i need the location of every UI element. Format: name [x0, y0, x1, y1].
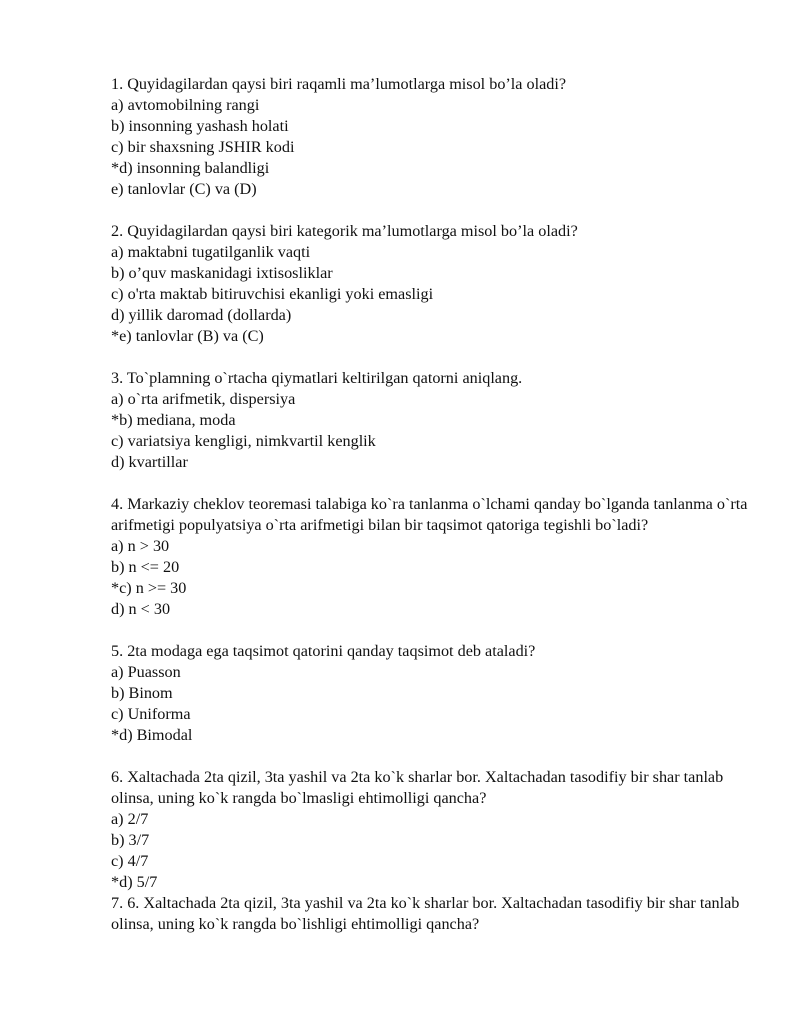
- answer-option-a: a) 2/7: [111, 810, 149, 828]
- answer-option-d: *d) 5/7: [111, 873, 158, 891]
- answer-option-e: e) tanlovlar (C) va (D): [111, 180, 257, 198]
- question-2: [111, 221, 751, 347]
- answer-option-c: c) o'rta maktab bitiruvchisi ekanligi yoki emasligi: [111, 285, 434, 303]
- question-5: [111, 641, 751, 746]
- answer-option-c: c) Uniforma: [111, 705, 191, 723]
- answer-option-b: b) insonning yashash holati: [111, 117, 289, 135]
- answer-option-e: *e) tanlovlar (B) va (C): [111, 327, 264, 345]
- answer-option-d: *d) insonning balandligi: [111, 159, 270, 177]
- question-4: [111, 494, 751, 620]
- question-text: 5. 2ta modaga ega taqsimot qatorini qanday taqsimot deb ataladi?: [111, 642, 536, 660]
- question-7: [111, 893, 751, 935]
- answer-option-c: c) variatsiya kengligi, nimkvartil kenglik: [111, 432, 376, 450]
- answer-option-b: b) Binom: [111, 684, 173, 702]
- answer-option-a: a) maktabni tugatilganlik vaqti: [111, 243, 311, 261]
- answer-option-a: a) o`rta arifmetik, dispersiya: [111, 390, 296, 408]
- question-6: [111, 767, 751, 893]
- question-1: [111, 74, 751, 200]
- answer-option-b: b) o’quv maskanidagi ixtisosliklar: [111, 264, 333, 282]
- answer-option-c: c) 4/7: [111, 852, 149, 870]
- answer-option-d: d) yillik daromad (dollarda): [111, 306, 292, 324]
- question-text: 3. To`plamning o`rtacha qiymatlari keltirilgan qatorni aniqlang.: [111, 369, 523, 387]
- question-list: [111, 74, 751, 935]
- question-text: 7. 6. Xaltachada 2ta qizil, 3ta yashil va 2ta ko`k sharlar bor. Xaltachadan tasodifiy bir shar tanlab olinsa, uning ko`k rangda bo`lishligi ehtimolligi qancha?: [111, 894, 740, 933]
- answer-option-a: a) n > 30: [111, 537, 170, 555]
- question-text: 6. Xaltachada 2ta qizil, 3ta yashil va 2ta ko`k sharlar bor. Xaltachadan tasodifiy bir shar tanlab olinsa, uning ko`k rangda bo`lmasligi ehtimolligi qancha?: [111, 768, 724, 807]
- answer-option-c: c) bir shaxsning JSHIR kodi: [111, 138, 295, 156]
- answer-option-d: d) kvartillar: [111, 453, 188, 471]
- question-text: 4. Markaziy cheklov teoremasi talabiga ko`ra tanlanma o`lchami qanday bo`lganda tanlanma o`rta arifmetigi populyatsiya o`rta arifmetigi bilan bir taqsimot qatoriga tegishli bo`ladi?: [111, 495, 748, 534]
- answer-option-b: *b) mediana, moda: [111, 411, 236, 429]
- answer-option-d: d) n < 30: [111, 600, 171, 618]
- question-text: 1. Quyidagilardan qaysi biri raqamli ma’lumotlarga misol bo’la oladi?: [111, 75, 567, 93]
- question-text: 2. Quyidagilardan qaysi biri kategorik ma’lumotlarga misol bo’la oladi?: [111, 222, 578, 240]
- answer-option-d: *d) Bimodal: [111, 726, 193, 744]
- answer-option-c: *c) n >= 30: [111, 579, 187, 597]
- answer-option-b: b) 3/7: [111, 831, 150, 849]
- answer-option-b: b) n <= 20: [111, 558, 180, 576]
- answer-option-a: a) Puasson: [111, 663, 181, 681]
- question-3: [111, 368, 751, 473]
- answer-option-a: a) avtomobilning rangi: [111, 96, 260, 114]
